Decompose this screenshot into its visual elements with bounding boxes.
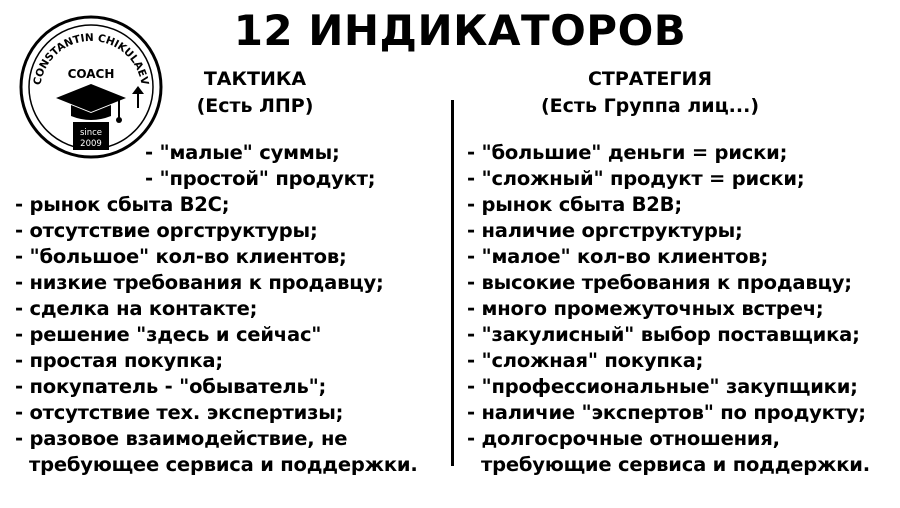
list-item: - "простой" продукт;	[145, 167, 376, 190]
list-item: - "сложный" продукт = риски;	[467, 167, 805, 190]
list-item: - рынок сбыта B2B;	[467, 193, 682, 216]
list-item: - "сложная" покупка;	[467, 349, 704, 372]
list-item: - наличие оргструктуры;	[467, 219, 743, 242]
list-item: - много промежуточных встреч;	[467, 297, 824, 320]
tactics-heading: ТАКТИКА	[203, 68, 307, 90]
logo-year-text: 2009	[80, 139, 102, 149]
column-divider	[451, 100, 454, 466]
list-item: - "большие" деньги = риски;	[467, 141, 788, 164]
strategy-heading: СТРАТЕГИЯ	[587, 68, 713, 90]
list-item: - отсутствие тех. экспертизы;	[15, 401, 344, 424]
list-item: - рынок сбыта B2C;	[15, 193, 230, 216]
list-item-continuation: требующее сервиса и поддержки.	[29, 453, 418, 476]
tactics-subheading: (Есть ЛПР)	[196, 95, 314, 117]
list-item: - "профессиональные" закупщики;	[467, 375, 858, 398]
logo-since-text: since	[79, 128, 103, 138]
right-column-header	[505, 66, 795, 120]
page-title: 12 ИНДИКАТОРОВ	[233, 6, 687, 55]
list-item: - отсутствие оргструктуры;	[15, 219, 318, 242]
list-item: - покупатель - "обыватель";	[15, 375, 327, 398]
logo-center-text: COACH	[67, 67, 115, 81]
coach-logo	[18, 14, 164, 160]
tactics-list	[15, 140, 450, 478]
list-item: - "малые" суммы;	[145, 141, 340, 164]
list-item: - долгосрочные отношения,	[467, 427, 780, 450]
list-item: - "малое" кол-во клиентов;	[467, 245, 769, 268]
list-item: - решение "здесь и сейчас"	[15, 323, 322, 346]
list-item: - простая покупка;	[15, 349, 223, 372]
strategy-subheading: (Есть Группа лиц...)	[541, 95, 759, 117]
list-item: - низкие требования к продавцу;	[15, 271, 384, 294]
list-item: - "закулисный" выбор поставщика;	[467, 323, 860, 346]
list-item: - "большое" кол-во клиентов;	[15, 245, 347, 268]
left-column-header	[165, 66, 345, 120]
list-item-continuation: требующие сервиса и поддержки.	[481, 453, 870, 476]
list-item: - разовое взаимодействие, не	[15, 427, 348, 450]
list-item: - сделка на контакте;	[15, 297, 258, 320]
list-item: - наличие "экспертов" по продукту;	[467, 401, 866, 424]
strategy-list	[467, 140, 897, 478]
list-item: - высокие требования к продавцу;	[467, 271, 852, 294]
logo-ring-text: CONSTANTIN CHIKULAEV	[31, 31, 151, 87]
